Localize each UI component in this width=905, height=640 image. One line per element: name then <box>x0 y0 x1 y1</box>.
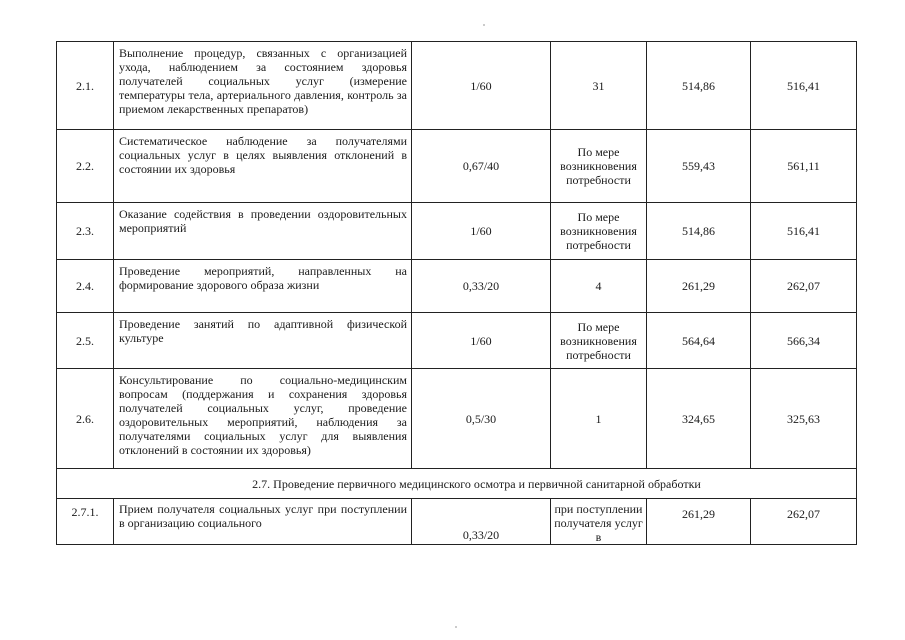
table-row <box>57 313 857 369</box>
tariff-value-1: 514,86 <box>647 42 751 130</box>
service-description: Выполнение процедур, связанных с организацией ухода, наблюдением за состоянием здоровья получателей социальных услуг (измерение температуры тела, артериального давления, контроль за приемом лекарственных препаратов) <box>114 42 412 130</box>
service-description: Проведение занятий по адаптивной физической культуре <box>114 313 412 369</box>
table-row <box>57 260 857 313</box>
row-number: 2.6. <box>57 369 114 469</box>
section-row <box>57 469 857 499</box>
staff-ratio: 0,33/20 <box>412 260 551 313</box>
tariff-value-1: 261,29 <box>647 499 751 545</box>
row-number: 2.4. <box>57 260 114 313</box>
staff-ratio: 0,5/30 <box>412 369 551 469</box>
row-number: 2.7.1. <box>57 499 114 545</box>
table-row <box>57 130 857 203</box>
tariff-value-1: 559,43 <box>647 130 751 203</box>
staff-ratio: 1/60 <box>412 203 551 260</box>
tariff-value-2: 516,41 <box>751 42 857 130</box>
tariff-value-2: 262,07 <box>751 499 857 545</box>
row-number: 2.1. <box>57 42 114 130</box>
service-description: Проведение мероприятий, направленных на формирование здорового образа жизни <box>114 260 412 313</box>
table-row <box>57 499 857 545</box>
staff-ratio: 0,33/20 <box>412 499 551 545</box>
service-description: Консультирование по социально-медицинским вопросам (поддержания и сохранения здоровья получателей социальных услуг, проведение оздоровительных мероприятий, наблюдения за получателями социальных услуг для выявления отклонений в состоянии их здоровья) <box>114 369 412 469</box>
table-row <box>57 42 857 130</box>
services-table <box>56 41 857 545</box>
tariff-value-1: 261,29 <box>647 260 751 313</box>
service-frequency: 1 <box>551 369 647 469</box>
service-description: Систематическое наблюдение за получателями социальных услуг в целях выявления отклонений в состоянии их здоровья <box>114 130 412 203</box>
table-row <box>57 203 857 260</box>
scan-speck <box>455 626 457 628</box>
scan-speck <box>483 24 485 26</box>
tariff-value-1: 514,86 <box>647 203 751 260</box>
service-frequency: 4 <box>551 260 647 313</box>
tariff-value-2: 325,63 <box>751 369 857 469</box>
service-frequency: По мере возникновения потребности <box>551 313 647 369</box>
tariff-value-1: 564,64 <box>647 313 751 369</box>
staff-ratio: 1/60 <box>412 313 551 369</box>
tariff-value-2: 561,11 <box>751 130 857 203</box>
service-frequency: По мере возникновения потребности <box>551 203 647 260</box>
service-frequency: По мере возникновения потребности <box>551 130 647 203</box>
table-row <box>57 369 857 469</box>
service-frequency: при поступлении получателя услуг в <box>551 499 647 545</box>
section-title: 2.7. Проведение первичного медицинского осмотра и первичной санитарной обработки <box>57 469 857 499</box>
row-number: 2.5. <box>57 313 114 369</box>
service-description: Оказание содействия в проведении оздоровительных мероприятий <box>114 203 412 260</box>
tariff-value-1: 324,65 <box>647 369 751 469</box>
staff-ratio: 0,67/40 <box>412 130 551 203</box>
service-frequency: 31 <box>551 42 647 130</box>
tariff-value-2: 262,07 <box>751 260 857 313</box>
service-description: Прием получателя социальных услуг при поступлении в организацию социального <box>114 499 412 545</box>
row-number: 2.3. <box>57 203 114 260</box>
row-number: 2.2. <box>57 130 114 203</box>
tariff-value-2: 516,41 <box>751 203 857 260</box>
staff-ratio: 1/60 <box>412 42 551 130</box>
tariff-value-2: 566,34 <box>751 313 857 369</box>
